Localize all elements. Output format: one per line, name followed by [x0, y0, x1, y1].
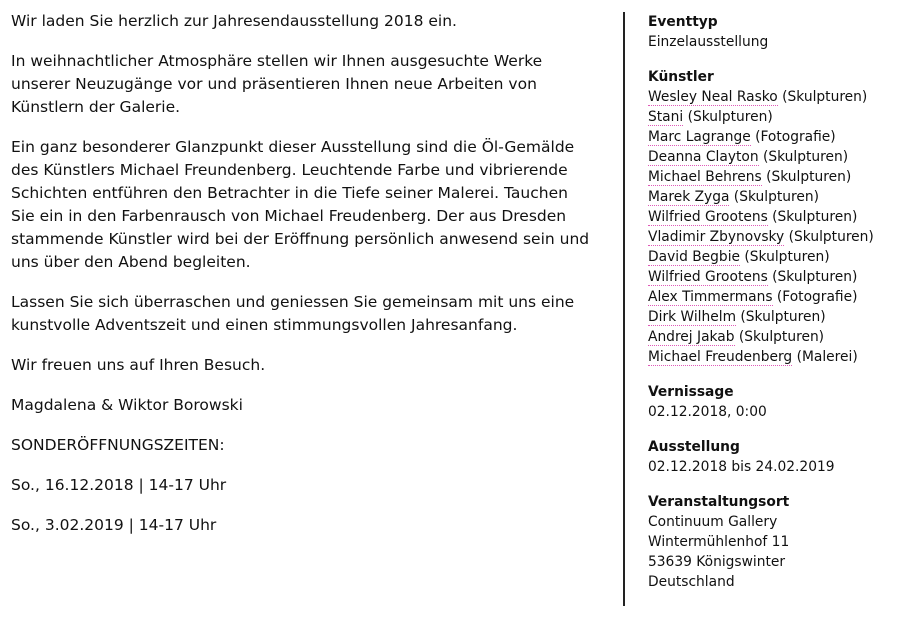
ausstellung-value: 02.12.2018 bis 24.02.2019	[648, 459, 835, 475]
artist-list-item	[648, 227, 893, 247]
artist-list-item	[648, 267, 893, 287]
artist-list-item	[648, 287, 893, 307]
intro-paragraph: Wir laden Sie herzlich zur Jahresendausstellung 2018 ein.	[11, 12, 457, 30]
event-description	[11, 10, 596, 554]
highlight-paragraph: Ein ganz besonderer Glanzpunkt dieser Ausstellung sind die Öl-Gemälde des Künstlers Michael Freundenberg. Leuchtende Farbe und vibrierende Schichten entführen den Betrachter in die Tiefe seiner Malerei. Tauchen Sie ein in den Farbenrausch von Michael Freudenberg. Der aus Dresden stammende Künstler wird bei der Eröffnung persönlich anwesend sein und uns über den Abend begleiten.	[11, 138, 590, 271]
artist-list-item	[648, 327, 893, 347]
artist-category: (Skulpturen)	[761, 169, 852, 185]
artist-category: (Malerei)	[792, 349, 858, 365]
artist-link[interactable]: Andrej Jakab	[648, 329, 735, 345]
closing-paragraph: Wir freuen uns auf Ihren Besuch.	[11, 356, 266, 374]
event-info-sidebar	[648, 12, 893, 607]
artist-list-item	[648, 127, 893, 147]
artist-link[interactable]: Wesley Neal Rasko	[648, 89, 778, 105]
artist-link[interactable]: Deanna Clayton	[648, 149, 759, 165]
artist-list-item	[648, 107, 893, 127]
description-paragraph: In weihnachtlicher Atmosphäre stellen wir Ihnen ausgesuchte Werke unserer Neuzugänge vor und präsentieren Ihnen neue Arbeiten von Künstlern der Galerie.	[11, 52, 543, 116]
artist-list-item	[648, 207, 893, 227]
artist-link[interactable]: Dirk Wilhelm	[648, 309, 737, 325]
artist-category: (Fotografie)	[750, 129, 836, 145]
artist-category: (Skulpturen)	[767, 269, 858, 285]
artist-category: (Skulpturen)	[729, 189, 819, 205]
artist-link[interactable]: Michael Behrens	[648, 169, 762, 185]
artist-link[interactable]: Wilfried Grootens	[648, 209, 768, 225]
artist-category: (Skulpturen)	[758, 149, 849, 165]
signature: Magdalena & Wiktor Borowski	[11, 396, 243, 414]
venue-street: Wintermühlenhof 11	[648, 534, 790, 550]
eventtyp-section	[648, 12, 893, 52]
artist-category: (Skulpturen)	[777, 89, 868, 105]
artist-list-item	[648, 167, 893, 187]
artist-category: (Skulpturen)	[784, 229, 874, 245]
veranstaltungsort-section	[648, 492, 893, 592]
artist-link[interactable]: Vladimir Zbynovsky	[648, 229, 785, 245]
vernissage-section	[648, 382, 893, 422]
column-divider	[623, 12, 625, 606]
artist-list	[648, 87, 893, 367]
special-hours-date-1: So., 16.12.2018 | 14-17 Uhr	[11, 476, 227, 494]
artist-list-item	[648, 347, 893, 367]
artist-list-item	[648, 307, 893, 327]
artist-category: (Fotografie)	[772, 289, 858, 305]
artist-list-item	[648, 187, 893, 207]
artist-list-item	[648, 247, 893, 267]
artist-category: (Skulpturen)	[736, 309, 826, 325]
artist-link[interactable]: Michael Freudenberg	[648, 349, 793, 365]
artist-list-item	[648, 147, 893, 167]
kuenstler-section	[648, 67, 893, 367]
eventtyp-label: Eventtyp	[648, 14, 718, 30]
artist-category: (Skulpturen)	[734, 329, 825, 345]
artist-link[interactable]: Marek Zyga	[648, 189, 730, 205]
artist-category: (Skulpturen)	[767, 209, 858, 225]
vernissage-value: 02.12.2018, 0:00	[648, 404, 767, 420]
artist-link[interactable]: David Begbie	[648, 249, 741, 265]
artist-link[interactable]: Alex Timmermans	[648, 289, 773, 305]
artist-category: (Skulpturen)	[740, 249, 830, 265]
vernissage-label: Vernissage	[648, 384, 734, 400]
venue-city: 53639 Königswinter	[648, 554, 786, 570]
venue-country: Deutschland	[648, 574, 735, 590]
artist-category: (Skulpturen)	[683, 109, 773, 125]
artist-link[interactable]: Marc Lagrange	[648, 129, 751, 145]
ausstellung-label: Ausstellung	[648, 439, 740, 455]
ausstellung-section	[648, 437, 893, 477]
artist-list-item	[648, 87, 893, 107]
special-hours-heading: SONDERÖFFNUNGSZEITEN:	[11, 436, 225, 454]
kuenstler-label: Künstler	[648, 69, 714, 85]
artist-link[interactable]: Wilfried Grootens	[648, 269, 768, 285]
artist-link[interactable]: Stani	[648, 109, 684, 125]
special-hours-date-2: So., 3.02.2019 | 14-17 Uhr	[11, 516, 217, 534]
venue-name: Continuum Gallery	[648, 514, 778, 530]
eventtyp-value: Einzelausstellung	[648, 34, 769, 50]
veranstaltungsort-label: Veranstaltungsort	[648, 494, 790, 510]
invitation-paragraph: Lassen Sie sich überraschen und geniessen Sie gemeinsam mit uns eine kunstvolle Adventszeit und einen stimmungsvollen Jahresanfang.	[11, 293, 575, 334]
